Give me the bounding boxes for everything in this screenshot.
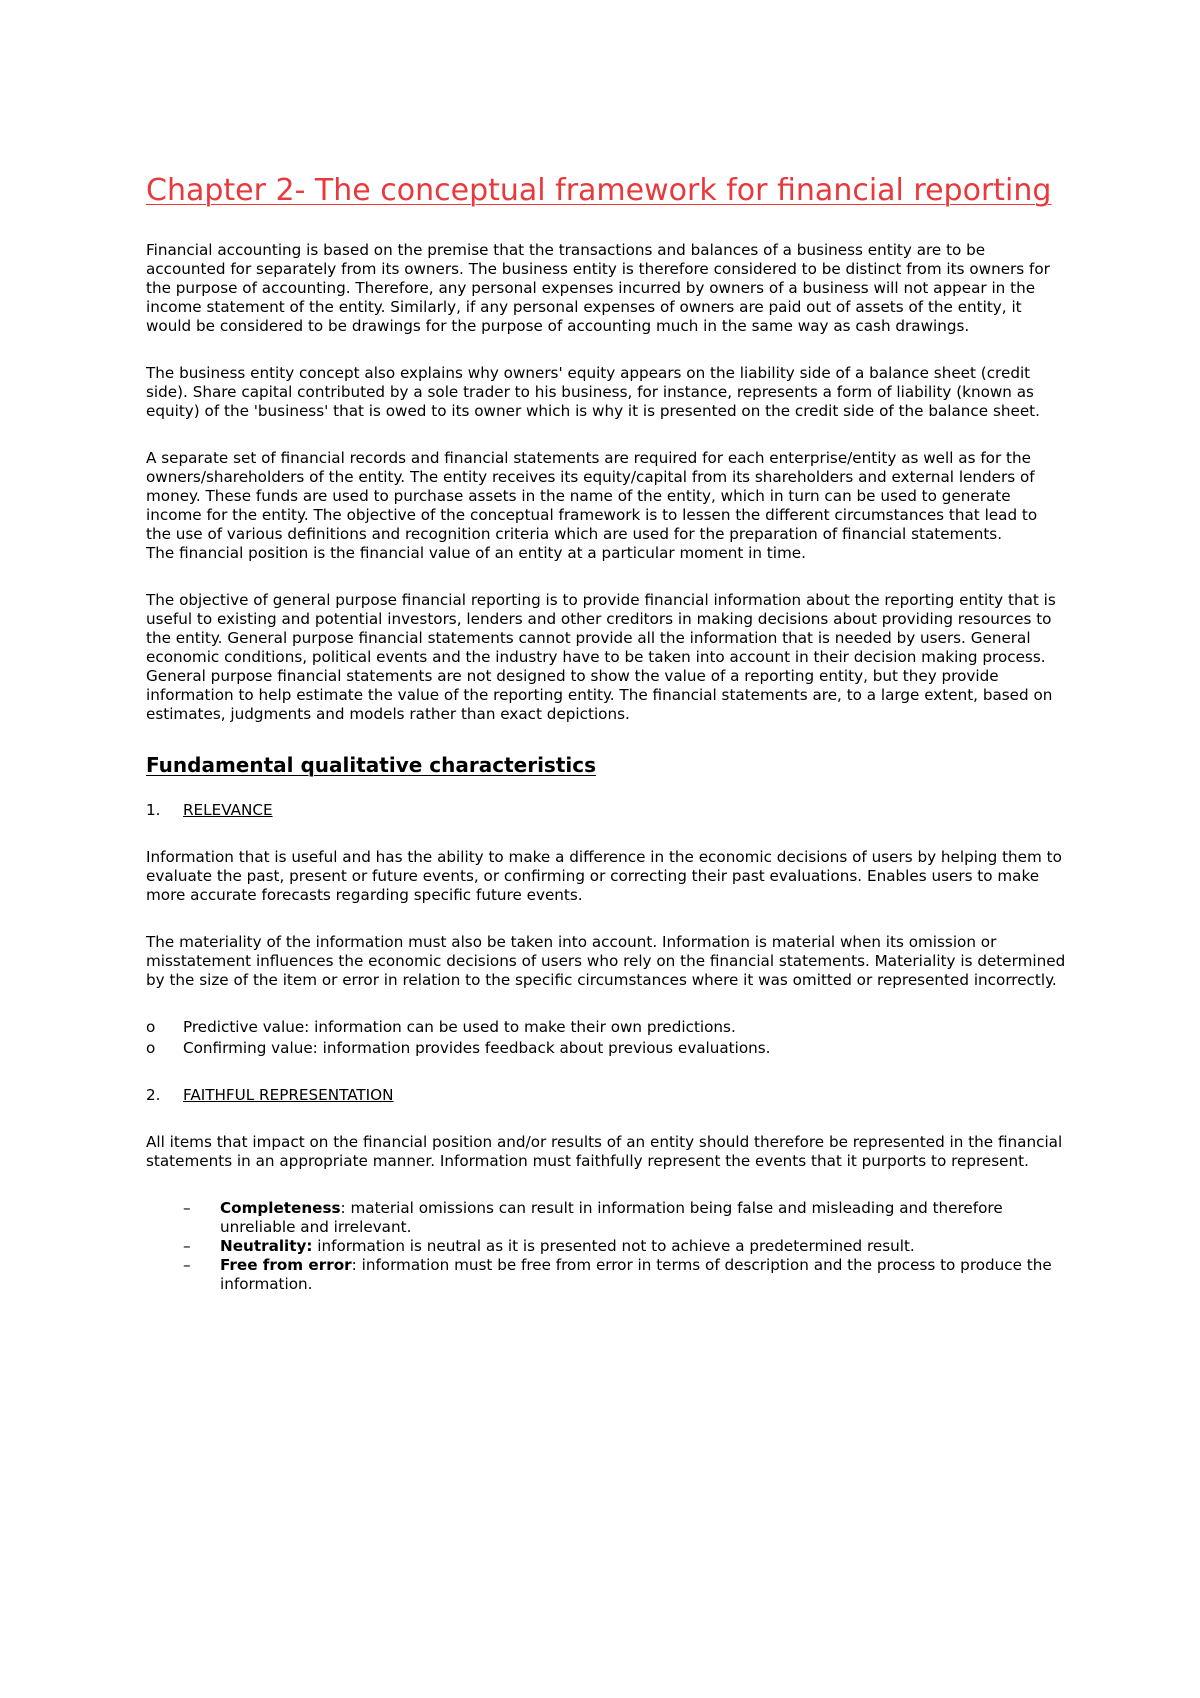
- paragraph-text: All items that impact on the financial position and/or results of an entity should therefore be represented in the financial statements in an appropriate manner. Information must faithfully represent the events that it purports to represent.: [146, 1133, 1063, 1170]
- paragraph-text: The financial position is the financial value of an entity at a particular moment in time.: [146, 544, 806, 562]
- paragraph-text: A separate set of financial records and financial statements are required for each enterprise/entity as well as for the owners/shareholders of the entity. The entity receives its equity/capital from its shareholders and external lenders of money. These funds are used to purchase assets in the name of the entity, which in turn can be used to generate income for the entity. The objective of the conceptual framework is to lessen the different circumstances that lead to the use of various definitions and recognition criteria which are used for the preparation of financial statements.: [146, 449, 1038, 543]
- paragraph-text: Financial accounting is based on the premise that the transactions and balances of a business entity are to be accounted for separately from its owners. The business entity is therefore considered to be distinct from its owners for the purpose of accounting. Therefore, any personal expenses incurred by owners of a business will not appear in the income statement of the entity. Similarly, if any personal expenses of owners are paid out of assets of the entity, it would be considered to be drawings for the purpose of accounting much in the same way as cash drawings.: [146, 241, 1050, 335]
- term-label: Completeness: [220, 1199, 341, 1217]
- dash-marker: –: [183, 1237, 191, 1255]
- bullet-marker: o: [146, 1018, 156, 1036]
- numbered-heading-faithful-representation: [146, 1086, 1066, 1105]
- intro-paragraph-entity: [146, 241, 1066, 336]
- dash-marker: –: [183, 1199, 191, 1217]
- page-title: Chapter 2- The conceptual framework for financial reporting: [146, 173, 1052, 208]
- list-number: 1.: [146, 801, 161, 819]
- term-label: Free from error: [220, 1256, 352, 1274]
- paragraph-text: The materiality of the information must also be taken into account. Information is material when its omission or misstatement influences the economic decisions of users who rely on the financial statements. Materiality is determined by the size of the item or error in relation to the specific circumstances where it was omitted or represented incorrectly.: [146, 933, 1066, 989]
- paragraph-text: General purpose financial statements are not designed to show the value of a reporting entity, but they provide information to help estimate the value of the reporting entity. The financial statements are, to a large extent, based on estimates, judgments and models rather than exact depictions.: [146, 667, 1053, 723]
- term-separator: :: [351, 1256, 357, 1274]
- bullet-marker: o: [146, 1039, 156, 1057]
- paragraph-text: Information that is useful and has the ability to make a difference in the economic decisions of users by helping them to evaluate the past, present or future events, or confirming or correcting their past evaluations. Enables users to make more accurate forecasts regarding specific future events.: [146, 848, 1062, 904]
- term-label: Neutrality:: [220, 1237, 313, 1255]
- document-page: [146, 172, 1066, 1294]
- relevance-paragraph: [146, 848, 1066, 905]
- list-item: [146, 1237, 1066, 1256]
- subheading-label: RELEVANCE: [183, 801, 273, 819]
- section-heading: Fundamental qualitative characteristics: [146, 753, 596, 777]
- list-number: 2.: [146, 1086, 161, 1104]
- list-item: [146, 1199, 1066, 1237]
- list-item-text: material omissions can result in information being false and misleading and therefore unreliable and irrelevant.: [220, 1199, 1003, 1236]
- paragraph-text: The business entity concept also explains why owners' equity appears on the liability side of a balance sheet (credit side). Share capital contributed by a sole trader to his business, for instance, represents a form of liability (known as equity) of the 'business' that is owed to its owner which is why it is presented on the credit side of the balance sheet.: [146, 364, 1040, 420]
- list-item-text: information must be free from error in terms of description and the process to produce the information.: [220, 1256, 1052, 1293]
- list-item-text: Confirming value: information provides feedback about previous evaluations.: [183, 1039, 771, 1057]
- term-separator: :: [340, 1199, 346, 1217]
- list-item-text: information is neutral as it is presented not to achieve a predetermined result.: [312, 1237, 915, 1255]
- relevance-bullet-list: [146, 1018, 1066, 1058]
- subheading-label: FAITHFUL REPRESENTATION: [183, 1086, 394, 1104]
- intro-paragraph-records: [146, 449, 1066, 563]
- numbered-heading-relevance: [146, 801, 1066, 820]
- list-item: [146, 1039, 1066, 1058]
- intro-paragraph-objective: [146, 591, 1066, 724]
- materiality-paragraph: [146, 933, 1066, 990]
- list-item: [146, 1018, 1066, 1037]
- intro-paragraph-equity: [146, 364, 1066, 421]
- faithful-representation-paragraph: [146, 1133, 1066, 1171]
- paragraph-text: The objective of general purpose financial reporting is to provide financial information about the reporting entity that is useful to existing and potential investors, lenders and other creditors in making decisions about providing resources to the entity. General purpose financial statements cannot provide all the information that is needed by users. General economic conditions, political events and the industry have to be taken into account in their decision making process.: [146, 591, 1056, 666]
- faithful-representation-list: [146, 1199, 1066, 1294]
- list-item: [146, 1256, 1066, 1294]
- dash-marker: –: [183, 1256, 191, 1274]
- list-item-text: Predictive value: information can be used to make their own predictions.: [183, 1018, 736, 1036]
